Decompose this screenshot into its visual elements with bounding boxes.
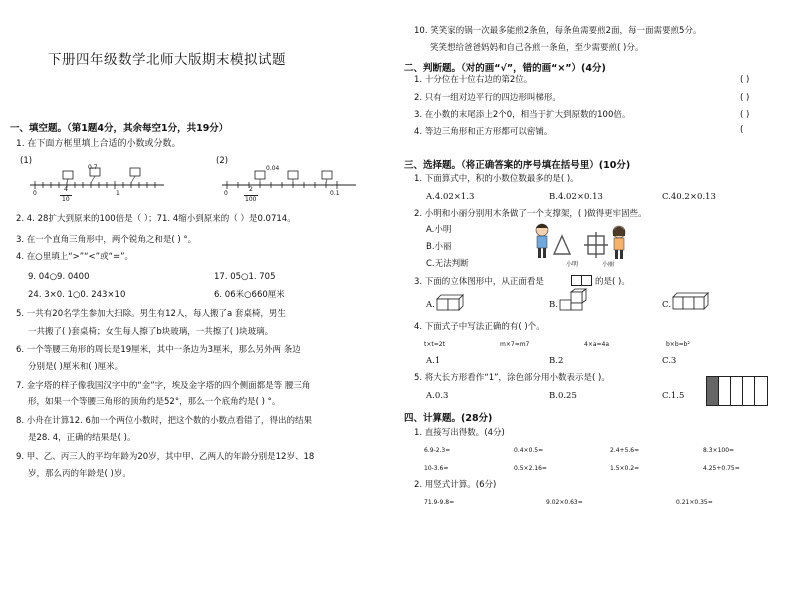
calc-item: 8.3×100= <box>703 447 735 454</box>
fraction-denominator: 100 <box>245 196 257 203</box>
choice-4: 4. 下面式子中写法正确的有( )个。 <box>414 322 545 332</box>
judge-1-answer[interactable]: ( ) <box>740 75 750 85</box>
number-line-1 <box>30 168 170 208</box>
choice-3-suffix: 的是( )。 <box>595 277 630 287</box>
vertical-calc-item: 0.21×0.35= <box>676 499 713 506</box>
question-5-line1: 5. 一共有20名学生参加大扫除。男生有12人，每人搬了a 套桌椅，男生 <box>16 309 286 319</box>
judge-3-answer[interactable]: ( ) <box>740 110 750 120</box>
tick-0-1: 0.1 <box>330 190 340 197</box>
question-7-line1: 7. 金字塔的样子像我国汉字中的“金”字，埃及金字塔的四个侧面都是等 腰三角 <box>16 381 311 391</box>
choice-2: 2. 小明和小丽分别用木条做了一个支撑架，( )做得更牢固些。 <box>414 209 647 219</box>
question-5-line2: 一共搬了( )套桌椅；女生每人擦了b块玻璃，一共擦了( )块玻璃。 <box>28 327 274 337</box>
judge-2: 2. 只有一组对边平行的四边形叫梯形。 <box>414 93 561 103</box>
shaded-strip <box>707 377 719 405</box>
calc-item: 1.5×0.2= <box>610 465 640 472</box>
judge-4-answer[interactable]: ( <box>740 125 744 135</box>
calc-1: 1. 直接写出得数。(4分) <box>414 428 505 438</box>
label-xiaoming: 小明 <box>566 261 579 268</box>
choice-1-option-b[interactable]: B.4.02×0.13 <box>549 192 603 202</box>
answer-box <box>255 171 265 179</box>
tick-0: 0 <box>33 190 37 197</box>
question-9-line1: 9. 甲、乙、丙三人的平均年龄为20岁，其中甲、乙两人的年龄分别是12岁、18 <box>16 452 315 462</box>
expr-4: b×b=b² <box>666 341 690 348</box>
answer-box <box>63 171 73 179</box>
compare-c: 24. 3×0. 1○0. 243×10 <box>28 290 126 300</box>
page-title: 下册四年级数学北师大版期末模拟试题 <box>48 52 286 68</box>
triangle-frame <box>554 236 570 254</box>
compare-d: 6. 06米○660厘米 <box>214 290 285 300</box>
girl-figure <box>613 226 625 259</box>
fraction-numerator: 4 <box>64 186 68 193</box>
choice-3-prefix: 3. 下面的立体图形中，从正面看是 <box>414 277 544 287</box>
calc-item: 2.4+5.6= <box>610 447 640 454</box>
choice-2-option-b[interactable]: B.小丽 <box>426 242 452 252</box>
question-6-line1: 6. 一个等腰三角形的周长是19厘米，其中一条边为3厘米，那么另外两 条边 <box>16 345 301 355</box>
judge-1: 1. 十分位在十位右边的第2位。 <box>414 75 533 85</box>
choice-5-option-b[interactable]: B.0.25 <box>549 391 577 401</box>
vertical-calc-item: 71.9-9.8= <box>424 499 455 506</box>
answer-box <box>288 171 298 179</box>
choice-1: 1. 下面算式中，积的小数位数最多的是( )。 <box>414 174 579 184</box>
vertical-calc-item: 9.02×0.63= <box>546 499 583 506</box>
tick-1: 1 <box>116 190 120 197</box>
choice-1-option-a[interactable]: A.4.02×1.3 <box>426 192 475 202</box>
label-0-7: 0.7 <box>88 164 98 171</box>
expr-1: t×t=2t <box>424 341 445 348</box>
square-frame <box>584 232 608 258</box>
number-line-2 <box>222 168 362 208</box>
calc-item: 0.5×2.16= <box>514 465 547 472</box>
choice-2-option-a[interactable]: A.小明 <box>426 225 452 235</box>
section-choice-title: 三、选择题。（将正确答案的序号填在括号里）(10分) <box>404 160 631 171</box>
choice-3-option-c[interactable]: C. <box>662 300 671 310</box>
judge-4: 4. 等边三角形和正方形都可以密铺。 <box>414 127 553 137</box>
section-judge-title: 二、判断题。（对的画“√”，错的画“×”）(4分) <box>404 63 606 74</box>
expr-2: m×7=m7 <box>500 341 530 348</box>
calc-item: 6.9-2.3= <box>424 447 451 454</box>
question-4: 4. 在○里填上“>”“<”或“=”。 <box>16 252 134 262</box>
question-6-line2: 分别是( )厘米和( )厘米。 <box>28 362 124 372</box>
front-view-icon <box>571 275 593 287</box>
choice-5-option-c[interactable]: C.1.5 <box>662 391 685 401</box>
compare-a: 9. 04○9. 0400 <box>28 272 90 282</box>
solid-a-icon <box>436 292 468 312</box>
question-10-line2: 笑笑想给爸爸妈妈和自己各煎一条鱼，至少需要煎( )分。 <box>430 43 644 53</box>
answer-box <box>322 171 332 179</box>
calc-item: 10-3.6= <box>424 465 449 472</box>
question-1: 1. 在下面方框里填上合适的小数或分数。 <box>16 139 181 149</box>
calc-2: 2. 用竖式计算。(6分) <box>414 480 497 490</box>
calc-item: 4.25+0.75= <box>703 465 740 472</box>
expr-3: 4×a=4a <box>584 341 610 348</box>
figure-2-label: (2) <box>216 156 229 166</box>
choice-3-option-b[interactable]: B. <box>549 300 558 310</box>
tick-0: 0 <box>224 190 228 197</box>
question-9-line2: 岁，那么丙的年龄是( )岁。 <box>28 469 131 479</box>
question-7-line2: 形，如果一个等腰三角形的顶角约是52°，那么一个底角约是( ) °。 <box>28 397 281 407</box>
label-0-04: 0.04 <box>266 165 280 172</box>
choice-1-option-c[interactable]: C.40.2×0.13 <box>662 192 716 202</box>
choice-2-option-c[interactable]: C.无法判断 <box>426 259 469 269</box>
calc-item: 0.4×0.5= <box>514 447 544 454</box>
fraction-numerator: 2 <box>249 186 253 193</box>
support-frames-figure <box>532 220 632 268</box>
choice-5-option-a[interactable]: A.0.3 <box>426 391 449 401</box>
boy-figure <box>536 224 548 258</box>
question-8-line1: 8. 小舟在计算12. 6加一个两位小数时，把这个数的小数点看错了，得出的结果 <box>16 416 312 426</box>
question-2: 2. 4. 28扩大到原来的100倍是（ ）；71. 4缩小到原来的（ ）是0.0714。 <box>16 214 296 224</box>
choice-4-option-b[interactable]: B.2 <box>549 356 564 366</box>
label-xiaoli: 小丽 <box>602 261 615 268</box>
figure-1-label: (1) <box>20 156 33 166</box>
compare-b: 17. 05○1. 705 <box>214 272 276 282</box>
shaded-rectangle-figure <box>706 376 768 406</box>
question-8-line2: 是28. 4，正确的结果是( )。 <box>28 433 136 443</box>
question-3: 3. 在一个直角三角形中，两个锐角之和是( ) °。 <box>16 235 197 245</box>
choice-4-option-a[interactable]: A.1 <box>426 356 441 366</box>
solid-c-icon <box>672 290 712 312</box>
choice-5: 5. 将大长方形看作“1”，涂色部分用小数表示是( )。 <box>414 373 610 383</box>
judge-3: 3. 在小数的末尾添上2个0，相当于扩大到原数的100倍。 <box>414 110 631 120</box>
section-fill-in-title: 一、填空题。（第1题4分，其余每空1分，共19分） <box>10 123 229 134</box>
choice-4-option-c[interactable]: C.3 <box>662 356 677 366</box>
question-10-line1: 10. 笑笑家的锅一次最多能煎2条鱼，每条鱼需要煎2面，每一面需要煎5分。 <box>414 26 702 36</box>
section-calc-title: 四、计算题。(28分) <box>404 413 493 424</box>
choice-3-option-a[interactable]: A. <box>426 300 435 310</box>
solid-b-icon <box>559 288 591 312</box>
answer-box <box>130 168 140 176</box>
judge-2-answer[interactable]: ( ) <box>740 93 750 103</box>
fraction-denominator: 10 <box>62 196 70 203</box>
